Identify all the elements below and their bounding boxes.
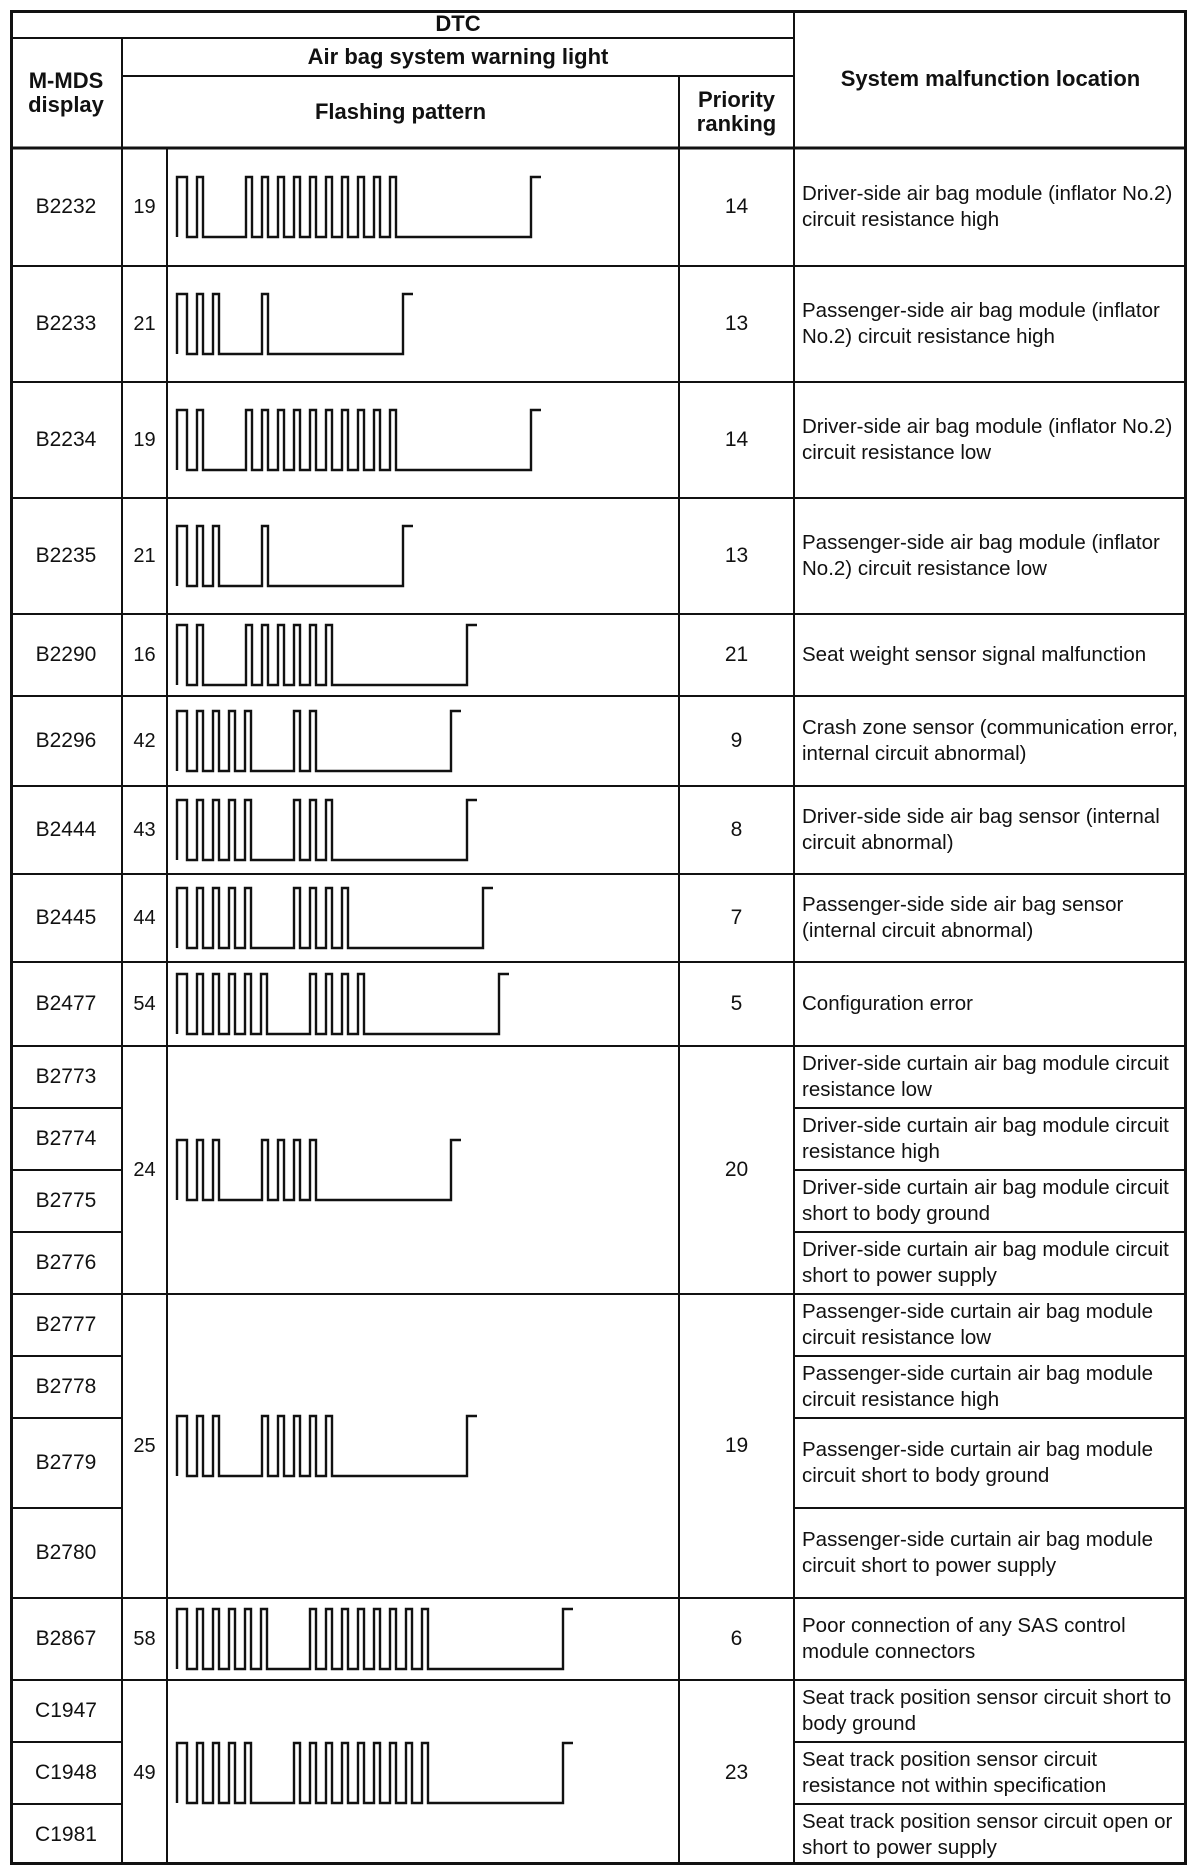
malfunction-location: Driver-side air bag module (inflator No.2) circuit resistance high [802,182,1173,231]
header-warning-light: Air bag system warning light [307,44,609,69]
dtc-code: B2779 [35,1451,97,1474]
flashing-pattern-waveform [177,526,413,586]
flashing-pattern-waveform [177,888,493,948]
dtc-code: C1981 [35,1823,97,1846]
priority-ranking: 14 [724,195,749,218]
malfunction-location: Poor connection of any SAS control module connectors [802,1614,1126,1663]
dtc-table [10,10,1187,1865]
flash-code-number: 21 [133,544,156,567]
priority-ranking: 21 [724,643,749,666]
priority-ranking: 14 [724,428,749,451]
malfunction-location: Seat track position sensor circuit short to body ground [802,1686,1172,1735]
malfunction-location: Driver-side curtain air bag module circuit resistance high [802,1114,1169,1163]
flashing-pattern-waveform [177,1743,573,1803]
malfunction-location: Passenger-side side air bag sensor (internal circuit abnormal) [802,893,1124,942]
dtc-code: B2444 [35,818,97,841]
dtc-code: B2777 [35,1313,97,1336]
flashing-pattern-waveform [177,1609,573,1669]
dtc-code: B2773 [35,1065,97,1088]
malfunction-location: Passenger-side curtain air bag module circuit resistance high [802,1362,1153,1411]
dtc-code: B2776 [35,1251,97,1274]
flashing-pattern-waveform [177,177,541,237]
priority-ranking: 13 [724,544,749,567]
priority-ranking: 9 [730,729,743,752]
header-dtc: DTC [435,11,481,36]
flash-code-number: 19 [133,428,156,451]
priority-ranking: 8 [730,818,743,841]
dtc-code: B2778 [35,1375,97,1398]
flash-code-number: 49 [133,1761,156,1784]
priority-ranking: 5 [730,992,743,1015]
flashing-pattern-waveform [177,711,461,771]
malfunction-location: Crash zone sensor (communication error, internal circuit abnormal) [802,716,1178,765]
priority-ranking: 19 [724,1434,749,1457]
malfunction-location: Driver-side curtain air bag module circuit short to body ground [802,1176,1169,1225]
dtc-code: B2232 [35,195,97,218]
dtc-code: B2235 [35,544,97,567]
malfunction-location: Seat weight sensor signal malfunction [802,643,1147,666]
flash-code-number: 54 [133,992,156,1015]
dtc-code: B2445 [35,906,97,929]
malfunction-location: Driver-side air bag module (inflator No.2) circuit resistance low [802,415,1173,464]
malfunction-location: Seat track position sensor circuit open or short to power supply [802,1810,1173,1859]
malfunction-location: Passenger-side curtain air bag module circuit short to body ground [802,1438,1153,1487]
flash-code-number: 43 [133,818,156,841]
flash-code-number: 24 [133,1158,156,1181]
flash-code-number: 21 [133,312,156,335]
flash-code-number: 44 [133,906,156,929]
priority-ranking: 13 [724,312,749,335]
malfunction-location: Driver-side curtain air bag module circuit resistance low [802,1052,1169,1101]
flashing-pattern-waveform [177,1416,477,1476]
malfunction-location: Configuration error [802,992,973,1015]
dtc-code: B2867 [35,1627,97,1650]
malfunction-location: Passenger-side curtain air bag module circuit short to power supply [802,1528,1153,1577]
dtc-code: B2296 [35,729,97,752]
dtc-code: C1947 [35,1699,97,1722]
priority-ranking: 23 [724,1761,749,1784]
dtc-code: C1948 [35,1761,97,1784]
dtc-code: B2774 [35,1127,97,1150]
header-priority-ranking: Priority ranking [696,87,777,136]
malfunction-location: Passenger-side air bag module (inflator No.2) circuit resistance high [802,299,1160,348]
flash-code-number: 19 [133,195,156,218]
flashing-pattern-waveform [177,800,477,860]
flash-code-number: 58 [133,1627,156,1650]
flashing-pattern-waveform [177,1140,461,1200]
dtc-code: B2233 [35,312,97,335]
priority-ranking: 20 [724,1158,749,1181]
header-malfunction-location: System malfunction location [840,66,1141,91]
flash-code-number: 25 [133,1434,156,1457]
flash-code-number: 42 [133,729,156,752]
header-flashing-pattern: Flashing pattern [314,99,487,124]
priority-ranking: 6 [730,1627,743,1650]
header-mmds-display: M-MDS display [28,68,104,117]
flashing-pattern-waveform [177,294,413,354]
malfunction-location: Passenger-side curtain air bag module circuit resistance low [802,1300,1153,1349]
malfunction-location: Driver-side side air bag sensor (internal circuit abnormal) [802,805,1160,854]
malfunction-location: Driver-side curtain air bag module circuit short to power supply [802,1238,1169,1287]
dtc-code: B2290 [35,643,97,666]
priority-ranking: 7 [730,906,743,929]
dtc-code: B2234 [35,428,97,451]
malfunction-location: Seat track position sensor circuit resistance not within specification [802,1748,1107,1797]
dtc-code: B2780 [35,1541,97,1564]
flash-code-number: 16 [133,643,156,666]
dtc-code: B2477 [35,992,97,1015]
flashing-pattern-waveform [177,625,477,685]
flashing-pattern-waveform [177,974,509,1034]
flashing-pattern-waveform [177,410,541,470]
malfunction-location: Passenger-side air bag module (inflator No.2) circuit resistance low [802,531,1160,580]
dtc-code: B2775 [35,1189,97,1212]
